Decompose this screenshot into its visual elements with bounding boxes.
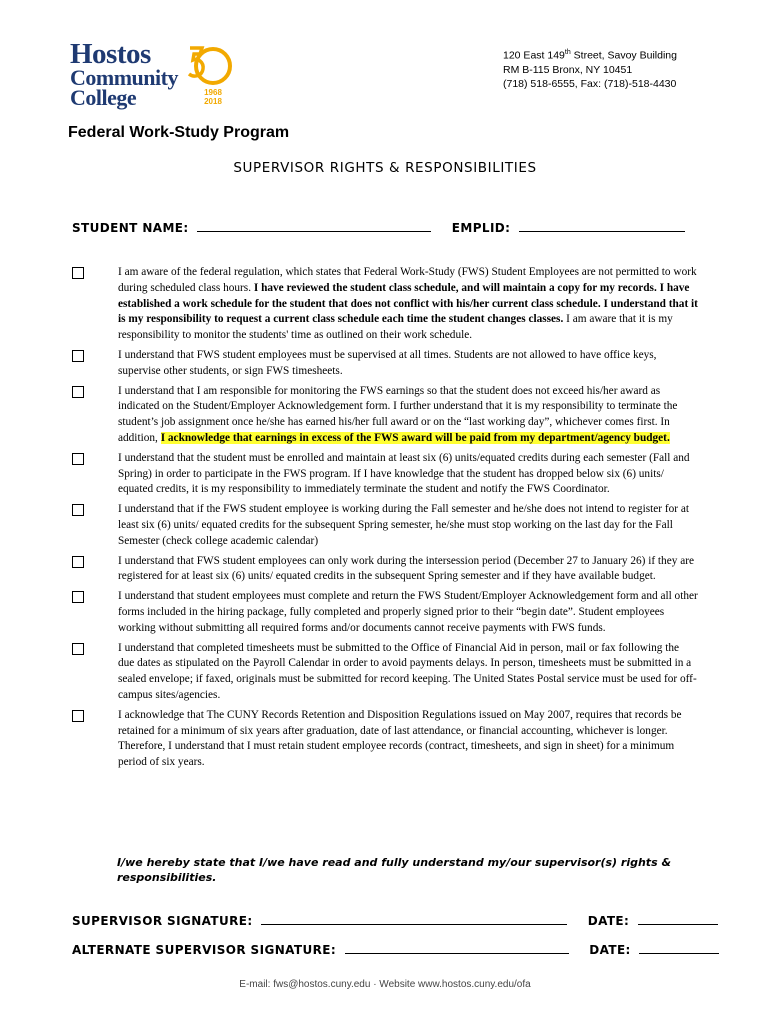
address-line-2: RM B-115 Bronx, NY 10451 [503, 63, 633, 76]
checkbox[interactable] [72, 591, 84, 603]
checkbox[interactable] [72, 267, 84, 279]
document-title: SUPERVISOR RIGHTS & RESPONSIBILITIES [233, 160, 537, 176]
list-item: I am aware of the federal regulation, which states that Federal Work-Study (FWS) Student Employees are not permitted to work during scheduled class hours. I have reviewed the student class schedule, and will maintain a copy for my records. I have established a work schedule for the student that does not conflict with his/her current class schedule. I understand that it is my responsibility to request a current class schedule each time the student changes classes. I am aware that it is my responsibility to monitor the students' time as outlined on their work schedule. [72, 265, 698, 344]
acknowledgement-statement: I/we hereby state that I/we have read and fully understand my/our supervisor(s) rights & responsibilities. [117, 856, 672, 884]
alternate-signature-field[interactable] [345, 941, 569, 954]
list-item: I understand that FWS student employees can only work during the intersession period (December 27 to January 26) if they are registered for at least six (6) units/ equated credits in the subsequent Spring semester and if they have available budget. [72, 554, 698, 586]
footer-contact: E-mail: fws@hostos.cuny.edu · Website www.hostos.cuny.edu/ofa [239, 979, 531, 990]
list-item: I understand that if the FWS student employee is working during the Fall semester and he/she does not intend to register for at least six (6) units/ equated credits for the subsequent Spring semester, he/she must stop working on the last day for the Fall Semester (check college academic calendar) [72, 502, 698, 549]
checkbox[interactable] [72, 386, 84, 398]
supervisor-signature-line [72, 912, 718, 928]
responsibility-list [72, 265, 698, 775]
emplid-field[interactable] [519, 219, 685, 232]
student-info-line [72, 219, 685, 235]
highlighted-text: I acknowledge that earnings in excess of the FWS award will be paid from my department/agency budget. [160, 431, 670, 444]
alternate-signature-line [72, 941, 719, 957]
list-item: I understand that student employees must complete and return the FWS Student/Employer Acknowledgement form and all other forms included in the hiring package, fully completed and properly signed prior to their “begin date”. Student employees working without submitting all required forms and/or documents cannot receive payments with FWS funds. [72, 589, 698, 636]
checkbox[interactable] [72, 504, 84, 516]
logo-year-end: 2018 [204, 97, 222, 106]
address-line-3: (718) 518-6555, Fax: (718)-518-4430 [503, 77, 677, 90]
list-item: I understand that completed timesheets must be submitted to the Office of Financial Aid in person, mail or fax following the due dates as stipulated on the Payroll Calendar in order to avoid payments delays. In person, timesheets must be submitted in a sealed envelope; if faxed, originals must be submitted for record keeping. The United States Postal service must be used for off-campus sites/agencies. [72, 641, 698, 704]
logo-word-hostos: Hostos [70, 38, 151, 70]
college-address [503, 46, 677, 91]
list-item: I understand that FWS student employees must be supervised at all times. Students are not allowed to have office keys, supervise other students, or sign FWS timesheets. [72, 348, 698, 380]
checkbox[interactable] [72, 453, 84, 465]
emplid-label: EMPLID: [451, 221, 511, 235]
supervisor-signature-field[interactable] [261, 912, 567, 925]
list-item: I acknowledge that The CUNY Records Retention and Disposition Regulations issued on May 2007, requires that records be retained for a minimum of six years after graduation, date of last attendance, or financial accounting, whichever is longer. Therefore, I understand that I must retain student employee records (contract, timesheets, and sign in sheet) for a minimum period of six years. [72, 708, 698, 771]
student-name-label: STUDENT NAME: [72, 221, 189, 235]
date-field[interactable] [638, 912, 718, 925]
supervisor-signature-label: SUPERVISOR SIGNATURE: [72, 914, 253, 928]
list-item: I understand that the student must be enrolled and maintain at least six (6) units/equated credits during each semester (Fall and Spring) in order to participate in the FWS program. If I have knowledge that the student has dropped below six (6) units/ equated credits, it is my responsibility to immediately terminate the student and notify the FWS Coordinator. [72, 451, 698, 498]
alternate-signature-label: ALTERNATE SUPERVISOR SIGNATURE: [72, 943, 337, 957]
student-name-field[interactable] [197, 219, 431, 232]
checkbox[interactable] [72, 643, 84, 655]
date-label: DATE: [587, 914, 630, 928]
address-line-1: 120 East 149th Street, Savoy Building [503, 49, 677, 62]
logo-year-start: 1968 [204, 88, 222, 97]
anniversary-50-icon [186, 42, 234, 110]
date-field[interactable] [639, 941, 719, 954]
checkbox[interactable] [72, 350, 84, 362]
checkbox[interactable] [72, 710, 84, 722]
logo-word-college: College [70, 85, 137, 110]
date-label: DATE: [589, 943, 631, 957]
college-logo [68, 40, 238, 112]
program-title: Federal Work-Study Program [68, 124, 290, 141]
logo-word-community: Community [70, 65, 178, 90]
checkbox[interactable] [72, 556, 84, 568]
list-item: I understand that I am responsible for monitoring the FWS earnings so that the student does not exceed his/her award as indicated on the Student/Employer Acknowledgement form. I further understand that it is my responsibility to terminate the student’s job assignment once he/she has earned his/her full award or on the “last working day”, whichever comes first. In addition, I acknowledge that earnings in excess of the FWS award will be paid from my department/agency budget. [72, 384, 698, 447]
